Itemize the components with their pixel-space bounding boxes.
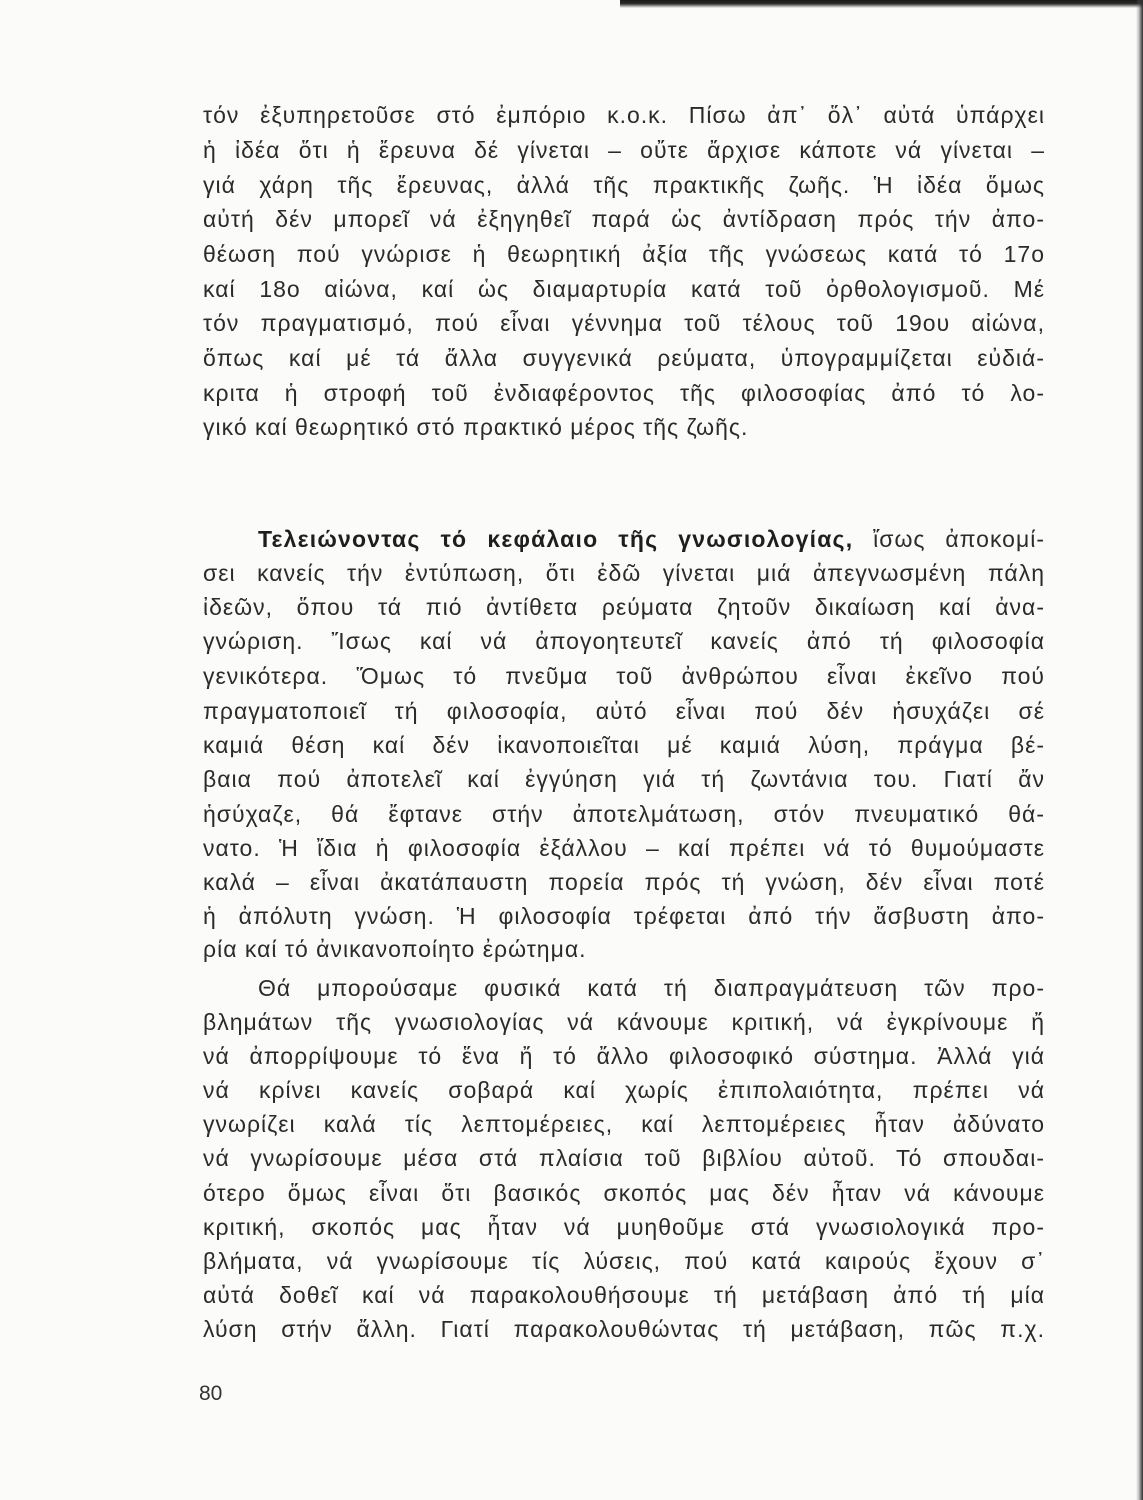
text-line: πραγματοποιεῖ τή φιλοσοφία, αὐτό εἶναι πού δέν ἡσυχάζει σέ (203, 698, 1045, 724)
scan-edge-right (1136, 0, 1143, 1500)
text-line: γικό καί θεωρητικό στό πρακτικό μέρος τῆς ζωῆς. (203, 414, 749, 440)
text-line: ἡ ἀπόλυτη γνώση. Ἡ φιλοσοφία τρέφεται ἀπό τήν ἄσβυστη ἀπο- (203, 903, 1045, 929)
text-line: αὐτή δέν μπορεῖ νά ἐξηγηθεῖ παρά ὡς ἀντίδραση πρός τήν ἀπο- (203, 206, 1045, 232)
text-line: νά κρίνει κανείς σοβαρά καί χωρίς ἐπιπολαιότητα, πρέπει νά (203, 1077, 1045, 1103)
text-line: βαια πού ἀποτελεῖ καί ἐγγύηση γιά τή ζωντάνια του. Γιατί ἄν (203, 766, 1045, 792)
text-line: Θά μπορούσαμε φυσικά κατά τή διαπραγμάτευση τῶν προ- (258, 975, 1045, 1001)
text-line: νά ἀπορρίψουμε τό ἕνα ἤ τό ἄλλο φιλοσοφικό σύστημα. Ἀλλά γιά (203, 1043, 1045, 1069)
text-line: κριτα ἡ στροφή τοῦ ἐνδιαφέροντος τῆς φιλοσοφίας ἀπό τό λο- (203, 380, 1045, 406)
text-line: βλήματα, νά γνωρίσουμε τίς λύσεις, πού κατά καιρούς ἔχουν σ᾽ (203, 1248, 1045, 1274)
text-line: ἰδεῶν, ὅπου τά πιό ἀντίθετα ρεύματα ζητοῦν δικαίωση καί ἀνα- (203, 594, 1045, 620)
text-line: βλημάτων τῆς γνωσιολογίας νά κάνουμε κριτική, νά ἐγκρίνουμε ἤ (203, 1009, 1045, 1035)
text-line: λύση στήν ἄλλη. Γιατί παρακολουθώντας τή μετάβαση, πῶς π.χ. (203, 1316, 1045, 1342)
text-line: ἡσύχαζε, θά ἔφτανε στήν ἀποτελμάτωση, στόν πνευματικό θά- (203, 801, 1045, 827)
text-line: θέωση πού γνώρισε ἡ θεωρητική ἀξία τῆς γνώσεως κατά τό 17ο (203, 241, 1045, 267)
text-line: γνώριση. Ἴσως καί νά ἀπογοητευτεῖ κανείς ἀπό τή φιλοσοφία (203, 628, 1045, 654)
text-line: ὅπως καί μέ τά ἄλλα συγγενικά ρεύματα, ὑπογραμμίζεται εὐδιά- (203, 345, 1045, 371)
section-lead-bold: Τελειώνοντας τό κεφάλαιο τῆς γνωσιολογίας, (258, 526, 854, 552)
text-line: ρία καί τό ἀνικανοποίητο ἐρώτημα. (203, 936, 587, 962)
text-line: καμιά θέση καί δέν ἱκανοποιεῖται μέ καμιά λύση, πράγμα βέ- (203, 732, 1045, 758)
text-line: τόν ἐξυπηρετοῦσε στό ἐμπόριο κ.ο.κ. Πίσω ἀπ᾽ ὅλ᾽ αὐτά ὑπάρχει (203, 102, 1045, 128)
page-number: 80 (199, 1382, 223, 1405)
text-line: κριτική, σκοπός μας ἦταν νά μυηθοῦμε στά γνωσιολογικά προ- (203, 1214, 1045, 1240)
text-line: τόν πραγματισμό, πού εἶναι γέννημα τοῦ τέλους τοῦ 19ου αἰώνα, (203, 310, 1045, 336)
text-line: καί 18ο αἰώνα, καί ὡς διαμαρτυρία κατά τοῦ ὀρθολογισμοῦ. Μέ (203, 276, 1045, 302)
text-line: νατο. Ἡ ἴδια ἡ φιλοσοφία ἐξάλλου – καί πρέπει νά τό θυμούμαστε (203, 835, 1045, 861)
text-line: καλά – εἶναι ἀκατάπαυστη πορεία πρός τή γνώση, δέν εἶναι ποτέ (203, 869, 1045, 895)
text-line: ἡ ἰδέα ὅτι ἡ ἔρευνα δέ γίνεται – οὔτε ἄρχισε κάποτε νά γίνεται – (203, 137, 1045, 163)
text-line: γιά χάρη τῆς ἔρευνας, ἀλλά τῆς πρακτικῆς ζωῆς. Ἡ ἰδέα ὅμως (203, 172, 1045, 198)
text-line: γνωρίζει καλά τίς λεπτομέρειες, καί λεπτομέρειες ἦταν ἀδύνατο (203, 1111, 1045, 1137)
text-line: ότερο ὅμως εἶναι ὅτι βασικός σκοπός μας δέν ἦταν νά κάνουμε (203, 1180, 1045, 1206)
scan-edge-top (620, 0, 1143, 8)
text-line: νά γνωρίσουμε μέσα στά πλαίσια τοῦ βιβλίου αὐτοῦ. Τό σπουδαι- (203, 1145, 1045, 1171)
text-line: γενικότερα. Ὅμως τό πνεῦμα τοῦ ἀνθρώπου εἶναι ἐκεῖνο πού (203, 663, 1045, 689)
text-line: αὐτά δοθεῖ καί νά παρακολουθήσουμε τή μετάβαση ἀπό τή μία (203, 1282, 1045, 1308)
text-line-rest: ἴσως ἀποκομί- (853, 526, 1045, 552)
text-line (258, 524, 1045, 554)
text-line: σει κανείς τήν ἐντύπωση, ὅτι ἐδῶ γίνεται μιά ἀπεγνωσμένη πάλη (203, 560, 1045, 586)
